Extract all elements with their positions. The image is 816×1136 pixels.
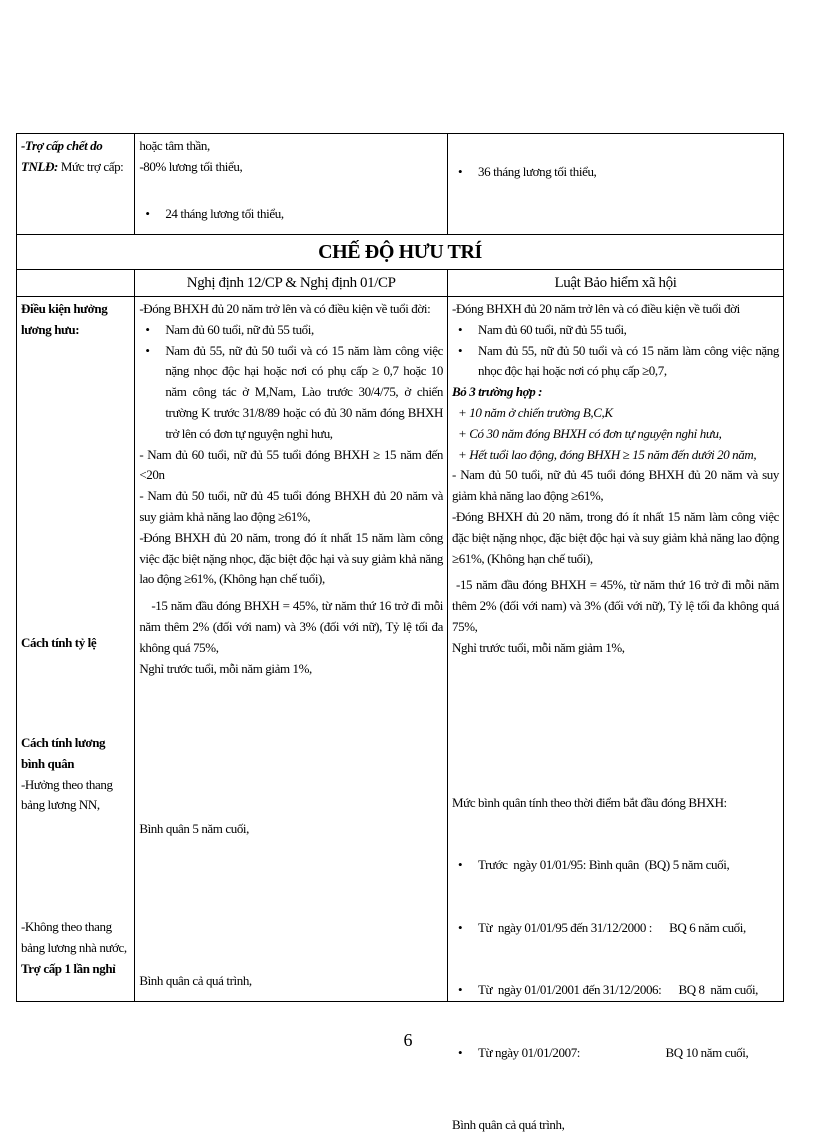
list-item: • Nam đủ 60 tuổi, nữ đủ 55 tuổi, [165,320,443,341]
section-title: CHẾ ĐỘ HƯU TRÍ [17,235,784,270]
text-line: + Hết tuổi lao động, đóng BHXH ≥ 15 năm đến dưới 20 năm, [458,446,757,462]
text-line: Bình quân cả quá trình, [452,1116,565,1132]
list-item: • Nam đủ 55, nữ đủ 50 tuổi và có 15 năm làm công việc nặng nhọc độc hại hoặc nơi có phụ cấp ≥0,7, [478,341,779,383]
label-khong-theo: -Không theo thang bảng lương nhà nước, [21,919,127,955]
text-line: Mức bình quân tính theo thời điểm bắt đầu đóng BHXH: [452,795,727,810]
top-col2-cell [135,134,448,235]
text-line: -15 năm đầu đóng BHXH = 45%, từ năm thứ 16 trở đi mỗi năm thêm 2% (đối với nam) và 3% (đối với nữ), Tỷ lệ tối đa không quá 75%, [139,598,444,655]
table-row [17,297,784,1002]
row-labels-cell [17,297,135,1002]
list-item: • 24 tháng lương tối thiểu, [165,204,443,225]
label-cach-tinh-ty-le: Cách tính tỷ lệ [21,635,97,650]
text-line: -Đóng BHXH đủ 20 năm trở lên và có điều kiện về tuổi đời [452,301,740,316]
list-item: • 36 tháng lương tối thiểu, [478,162,779,183]
text-line: -15 năm đầu đóng BHXH = 45%, từ năm thứ 16 trở đi mỗi năm thêm 2% (đối với nam) và 3% (đối với nữ), Tỷ lệ tối đa không quá 75%, [452,577,779,634]
list-item: • Trước ngày 01/01/95: Bình quân (BQ) 5 năm cuối, [478,855,779,876]
list-item: • Nam đủ 60 tuổi, nữ đủ 55 tuổi, [478,320,779,341]
text-line: -Đóng BHXH đủ 20 năm trở lên và có điều kiện về tuổi đời: [139,301,431,316]
text-line: - Nam đủ 50 tuổi, nữ đủ 45 tuổi đóng BHXH đủ 20 năm và suy giảm khả năng lao động ≥61%, [452,467,779,504]
list-item: • Từ ngày 01/01/2001 đến 31/12/2006: BQ 8 năm cuối, [478,980,779,1001]
text-line: Bỏ 3 trường hợp : [452,384,543,400]
col2-content-cell [135,297,448,1002]
text-line: -Đóng BHXH đủ 20 năm, trong đó ít nhất 15 năm làm công việc đặc biệt nặng nhọc, đặc biệt độc hại và suy giảm khả năng lao động ≥61%, (Không hạn chế tuổi), [452,508,779,566]
text-line: Bình quân cả quá trình, [139,973,252,988]
text-line: + Có 30 năm đóng BHXH có đơn tự nguyện nghỉ hưu, [458,425,722,441]
column-header-luat-bhxh: Luật Bảo hiểm xã hội [448,270,784,297]
text-line: Bình quân 5 năm cuối, [139,821,249,836]
list-item: • Từ ngày 01/01/2007: BQ 10 năm cuối, [478,1043,779,1064]
table-row [17,270,784,297]
list-item: • Từ ngày 01/01/95 đến 31/12/2000 : BQ 6 năm cuối, [478,918,779,939]
label-huong-theo: -Hưởng theo thang bảng lương NN, [21,776,113,813]
text-line: Nghỉ trước tuổi, mỗi năm giảm 1%, [452,639,625,655]
col3-content-cell [448,297,784,1132]
label-dieu-kien: Điều kiện hưởng lương hưu: [21,301,108,337]
text-line: Nghỉ trước tuổi, mỗi năm giảm 1%, [139,660,312,676]
label-tro-cap: Trợ cấp 1 lần nghỉ [21,960,116,976]
top-label-italic: -Trợ cấp chết do [21,138,103,153]
text-line: -80% lương tối thiểu, [139,158,243,174]
top-label-cell [17,134,135,235]
list-item: • Nam đủ 55, nữ đủ 50 tuổi và có 15 năm làm công việc nặng nhọc độc hại hoặc nơi có phụ cấp ≥ 0,7 hoặc 10 năm công tác ở M,Nam, Lào trước 30/4/75, ở chiến trường K trước 31/8/89 hoặc có đủ 30 năm đóng BHXH trở lên có đơn tự nguyện nghỉ hưu, [165,341,443,445]
text-line: - Nam đủ 50 tuổi, nữ đủ 45 tuổi đóng BHXH đủ 20 năm và suy giảm khả năng lao động ≥61%, [139,488,444,524]
text-line: -Đóng BHXH đủ 20 năm, trong đó ít nhất 15 năm làm công việc đặc biệt nặng nhọc, đặc biệt độc hại và suy giảm khả năng lao động ≥61%, (Không hạn chế tuổi), [139,529,444,587]
pension-comparison-table [16,133,784,1132]
header-empty-cell [17,270,135,297]
top-col3-cell [448,134,784,235]
label-cach-tinh-luong: Cách tính lương bình quân [21,735,106,771]
column-header-nghi-dinh: Nghị định 12/CP & Nghị định 01/CP [135,270,448,297]
table-row [17,134,784,235]
top-label-rest: Mức trợ cấp: [58,158,124,174]
text-line: + 10 năm ở chiến trường B,C,K [458,404,613,420]
table-row [17,235,784,270]
text-line: hoặc tâm thần, [139,138,210,153]
top-label-tnld: TNLĐ: [21,158,58,174]
text-line: - Nam đủ 60 tuổi, nữ đủ 55 tuổi đóng BHXH ≥ 15 năm đến <20n [139,446,444,483]
page-number: 6 [403,1030,413,1050]
